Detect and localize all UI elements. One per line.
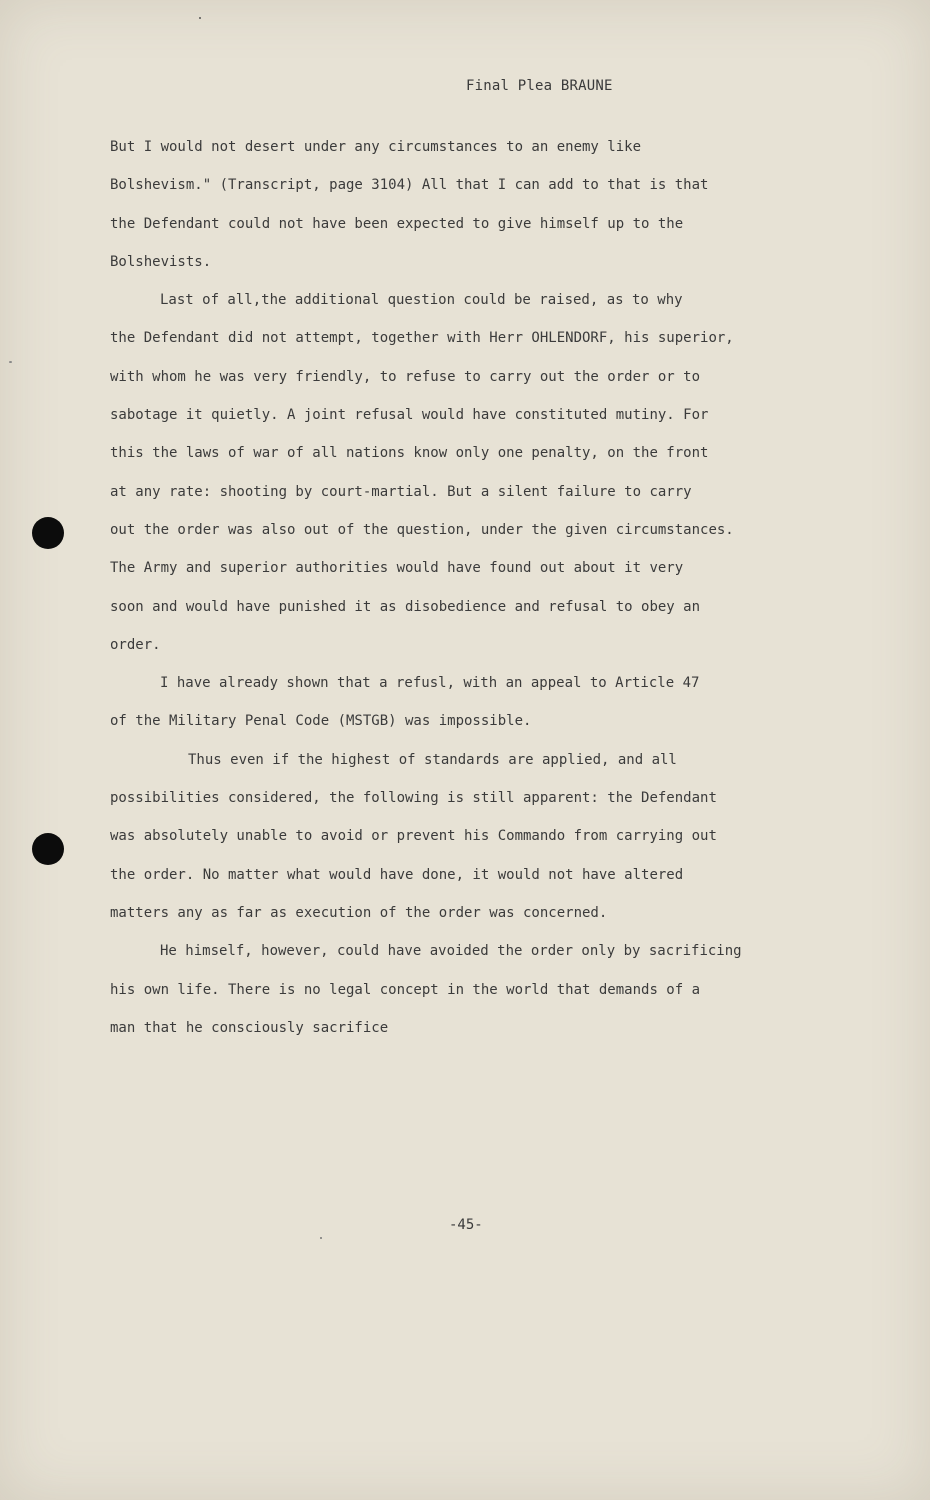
text-line: the order. No matter what would have done, it would not have altered [110, 866, 684, 883]
text-line: Last of all,the additional question could be raised, as to why [160, 292, 683, 309]
page-header: Final Plea BRAUNE [466, 78, 613, 94]
paper-speck [9, 361, 12, 363]
text-line: the Defendant did not attempt, together with Herr OHLENDORF, his superior, [110, 330, 734, 347]
text-line: this the laws of war of all nations know only one penalty, on the front [110, 445, 709, 462]
text-line: soon and would have punished it as disobedience and refusal to obey an [110, 598, 701, 615]
paper-speck [199, 17, 201, 19]
paper-speck [320, 1237, 322, 1239]
page-number: -45- [449, 1217, 483, 1233]
text-line: his own life. There is no legal concept in the world that demands of a [110, 981, 701, 998]
text-line: at any rate: shooting by court-martial. But a silent failure to carry [110, 483, 692, 500]
text-line: of the Military Penal Code (MSTGB) was impossible. [110, 713, 532, 730]
text-line: out the order was also out of the question, under the given circumstances. [110, 521, 734, 538]
text-line: But I would not desert under any circumstances to an enemy like [110, 139, 642, 155]
text-line: Bolshevism." (Transcript, page 3104) All that I can add to that is that [110, 177, 709, 194]
text-line: was absolutely unable to avoid or prevent his Commando from carrying out [110, 828, 717, 845]
text-line: Thus even if the highest of standards are applied, and all [188, 751, 677, 768]
text-line: Bolshevists. [110, 253, 212, 270]
punch-hole [32, 833, 64, 865]
text-line: I have already shown that a refusl, with an appeal to Article 47 [160, 675, 700, 692]
text-line: The Army and superior authorities would have found out about it very [110, 560, 684, 577]
text-line: the Defendant could not have been expected to give himself up to the [110, 215, 684, 232]
document-body [110, 128, 840, 1047]
punch-hole [32, 517, 64, 549]
text-line: man that he consciously sacrifice [110, 1019, 389, 1036]
text-line: with whom he was very friendly, to refuse to carry out the order or to [110, 368, 701, 385]
text-line: order. [110, 636, 161, 653]
text-line: possibilities considered, the following is still apparent: the Defendant [110, 790, 717, 807]
text-line: sabotage it quietly. A joint refusal would have constituted mutiny. For [110, 407, 709, 424]
text-line: matters any as far as execution of the order was concerned. [110, 904, 608, 921]
text-line: He himself, however, could have avoided the order only by sacrificing [160, 943, 742, 960]
